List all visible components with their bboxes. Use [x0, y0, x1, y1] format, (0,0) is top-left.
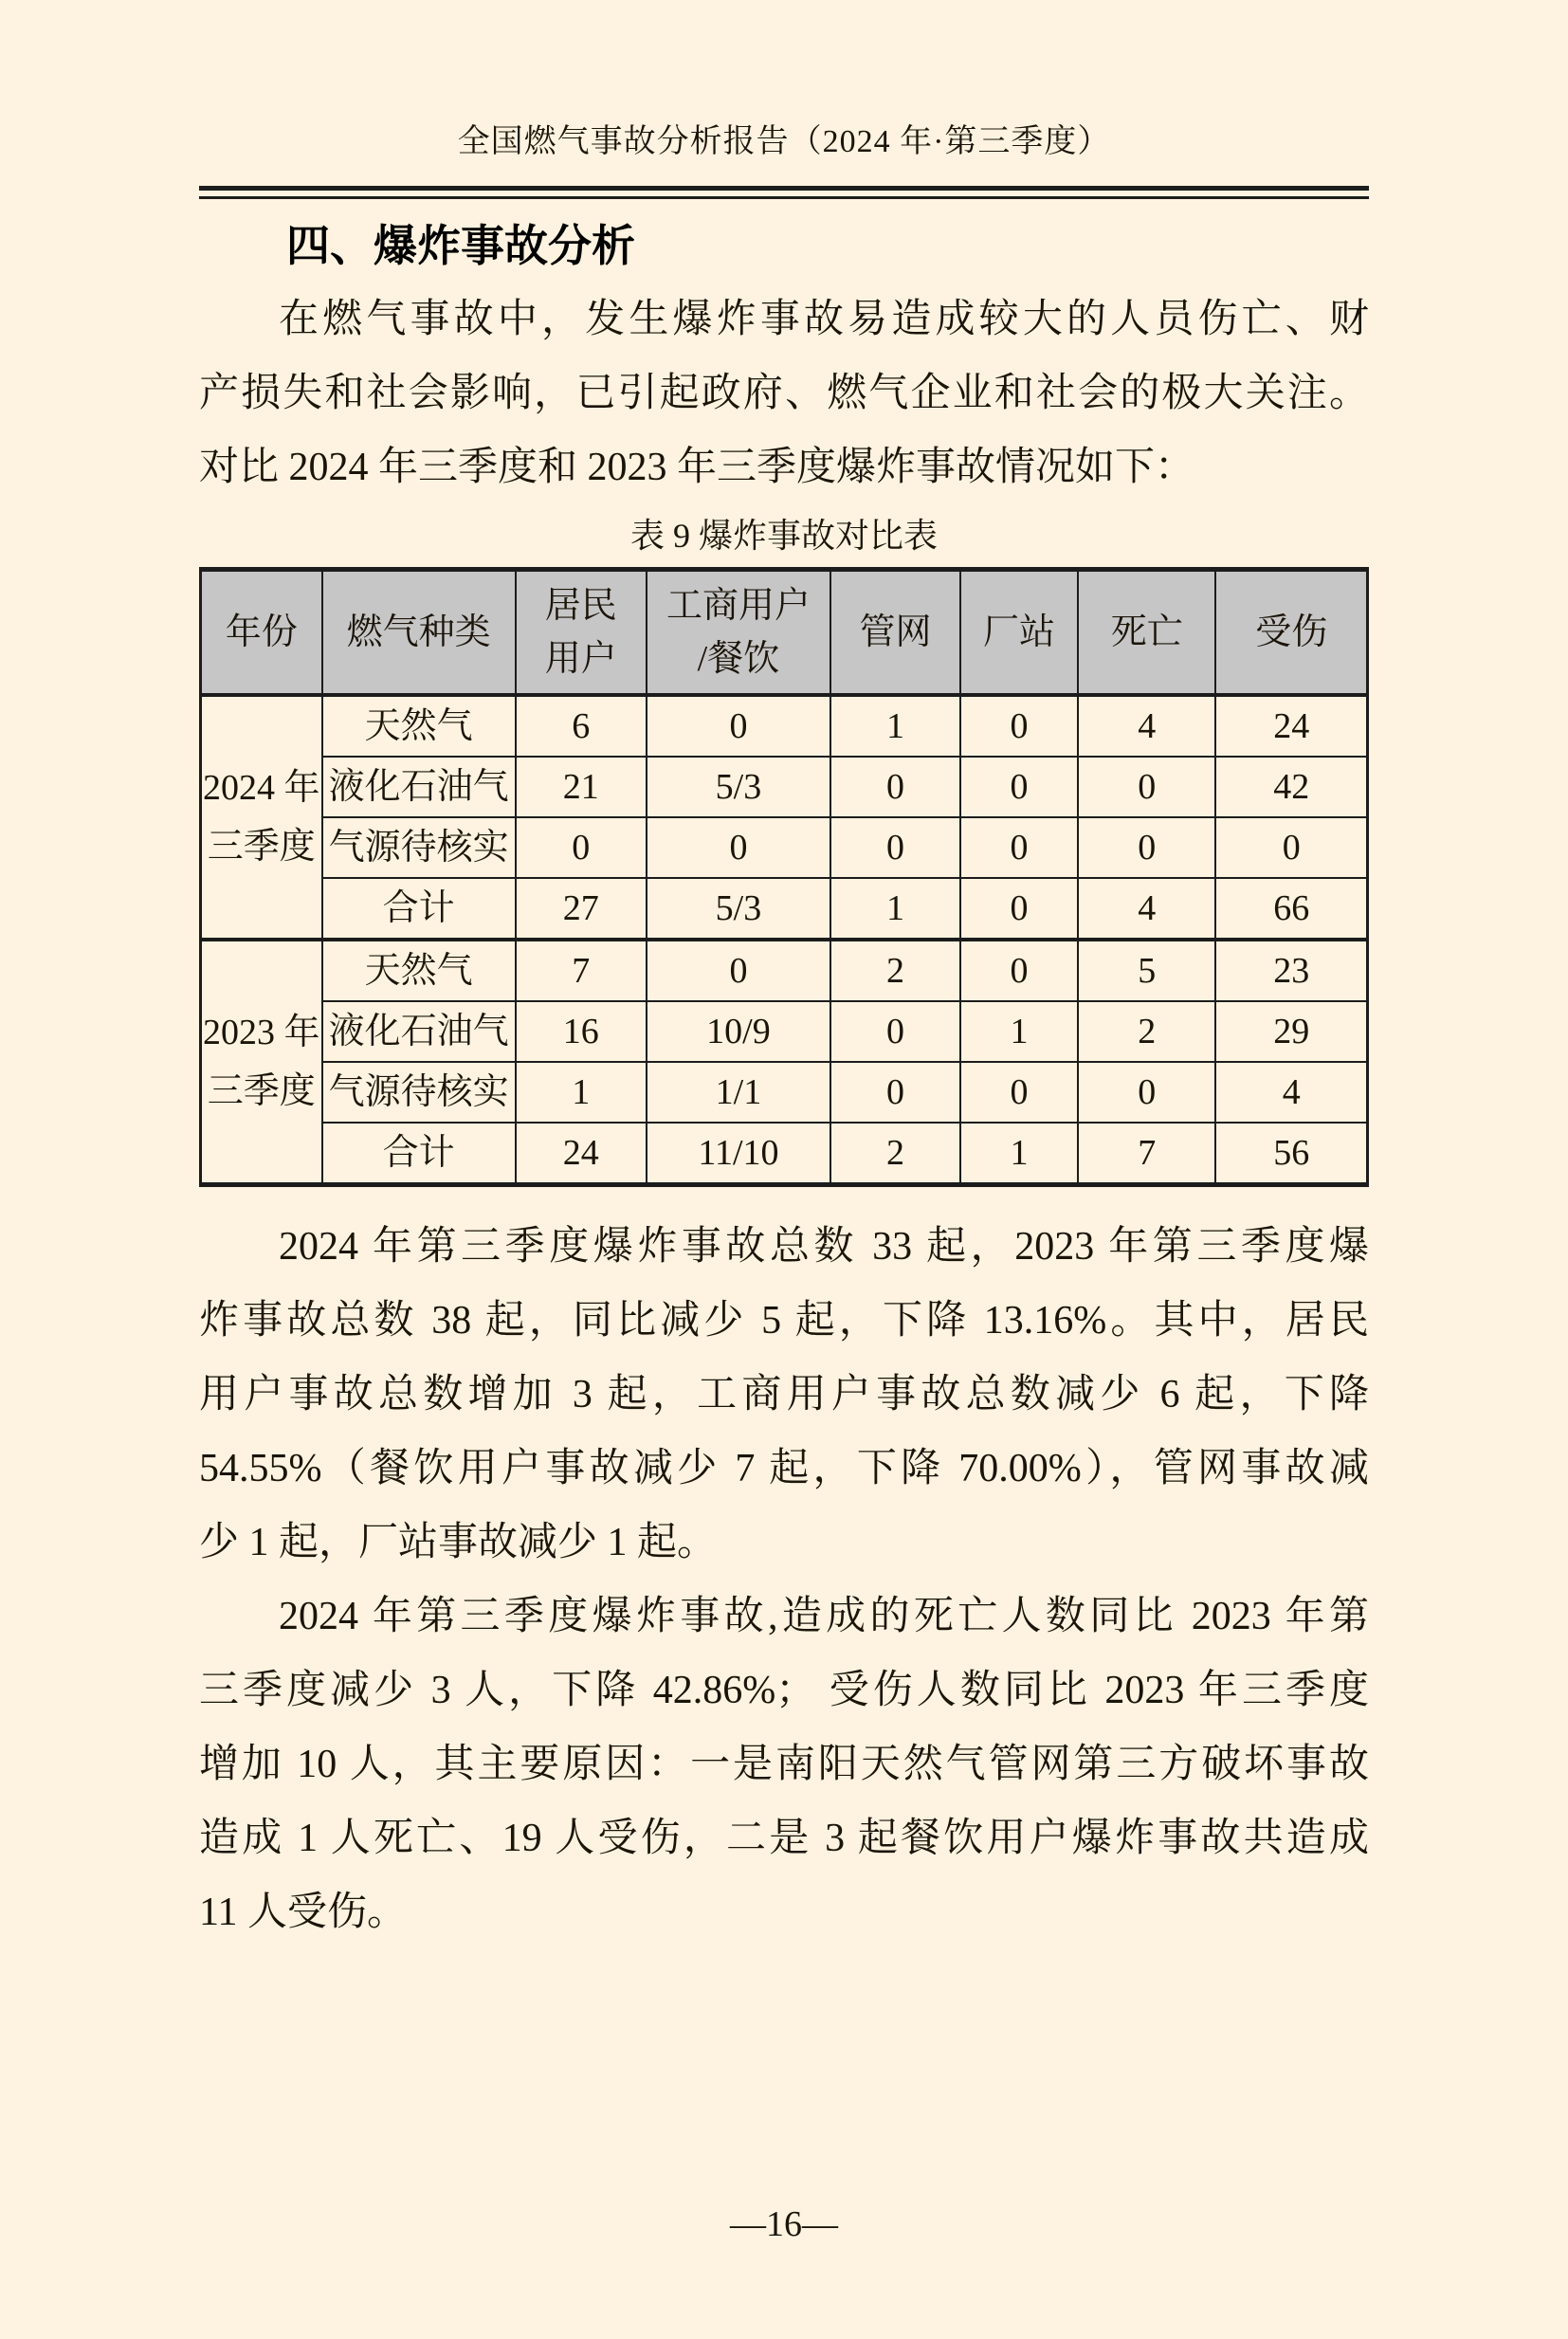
- gas-type-cell: 液化石油气: [322, 757, 516, 817]
- value-cell: 0: [960, 817, 1078, 878]
- value-cell: 1/1: [647, 1062, 830, 1123]
- paragraph-line: 对比 2024 年三季度和 2023 年三季度爆炸事故情况如下：: [199, 446, 1195, 489]
- value-cell: 0: [960, 757, 1078, 817]
- table-header-row: [201, 570, 1368, 696]
- column-header-line: 工商用户: [665, 586, 811, 626]
- header-divider: [199, 186, 1369, 199]
- column-header-line: /餐饮: [697, 639, 780, 679]
- paragraph-line: 造成 1 人死亡、19 人受伤，二是 3 起餐饮用户爆炸事故共造成: [199, 1817, 1369, 1860]
- year-line: 三季度: [207, 827, 316, 867]
- value-cell: 0: [830, 757, 960, 817]
- gas-type-cell: 液化石油气: [322, 1001, 516, 1062]
- column-header-plant: 厂站: [960, 570, 1078, 696]
- value-cell: 1: [960, 1123, 1078, 1185]
- column-header-commercial: [647, 570, 830, 696]
- page-header-title: 全国燃气事故分析报告（2024 年·第三季度）: [457, 124, 1111, 159]
- value-cell: 5/3: [647, 757, 830, 817]
- year-cell-2024: [201, 695, 322, 940]
- value-cell: 0: [960, 695, 1078, 757]
- value-cell: 21: [516, 757, 647, 817]
- table-row: [201, 1062, 1368, 1123]
- paragraph-line: 54.55%（餐饮用户事故减少 7 起，下降 70.00%），管网事故减: [199, 1447, 1369, 1490]
- gas-type-cell: 气源待核实: [322, 1062, 516, 1123]
- value-cell: 42: [1215, 757, 1367, 817]
- table-caption: 表 9 爆炸事故对比表: [629, 517, 938, 555]
- gas-type-cell: 合计: [322, 878, 516, 940]
- paragraph-intro: [199, 283, 1369, 504]
- value-cell: 0: [960, 1062, 1078, 1123]
- year-line: 2024 年: [203, 768, 320, 808]
- paragraph-line: 少 1 起，厂站事故减少 1 起。: [199, 1521, 718, 1564]
- paragraph-line: 2024 年第三季度爆炸事故,造成的死亡人数同比 2023 年第: [279, 1595, 1369, 1638]
- table-row-total: [201, 1123, 1368, 1185]
- paragraph-line: 在燃气事故中，发生爆炸事故易造成较大的人员伤亡、财: [279, 298, 1369, 341]
- value-cell: 0: [1078, 817, 1215, 878]
- paragraph-line: 增加 10 人，其主要原因：一是南阳天然气管网第三方破坏事故: [199, 1743, 1369, 1786]
- value-cell: 0: [647, 695, 830, 757]
- paragraph-line: 11 人受伤。: [199, 1891, 407, 1934]
- value-cell: 10/9: [647, 1001, 830, 1062]
- gas-type-cell: 合计: [322, 1123, 516, 1185]
- value-cell: 7: [516, 940, 647, 1001]
- value-cell: 0: [1078, 757, 1215, 817]
- value-cell: 5/3: [647, 878, 830, 940]
- value-cell: 0: [1215, 817, 1367, 878]
- column-header-deaths: 死亡: [1078, 570, 1215, 696]
- value-cell: 2: [830, 940, 960, 1001]
- column-header-line: 用户: [544, 639, 617, 679]
- explosion-comparison-table: [199, 567, 1369, 1187]
- paragraph-casualties: [199, 1580, 1369, 1949]
- value-cell: 2: [830, 1123, 960, 1185]
- table-row: [201, 940, 1368, 1001]
- value-cell: 0: [960, 878, 1078, 940]
- column-header-pipeline: 管网: [830, 570, 960, 696]
- value-cell: 0: [960, 940, 1078, 1001]
- gas-type-cell: 天然气: [322, 695, 516, 757]
- value-cell: 4: [1078, 878, 1215, 940]
- page-number: —16—: [730, 2204, 838, 2244]
- value-cell: 0: [830, 1001, 960, 1062]
- value-cell: 4: [1078, 695, 1215, 757]
- value-cell: 0: [830, 1062, 960, 1123]
- value-cell: 16: [516, 1001, 647, 1062]
- gas-type-cell: 气源待核实: [322, 817, 516, 878]
- value-cell: 0: [647, 817, 830, 878]
- value-cell: 1: [830, 695, 960, 757]
- value-cell: 7: [1078, 1123, 1215, 1185]
- document-page: [0, 121, 1568, 2339]
- value-cell: 27: [516, 878, 647, 940]
- year-line: 三季度: [207, 1071, 316, 1111]
- table-row: [201, 817, 1368, 878]
- value-cell: 29: [1215, 1001, 1367, 1062]
- table-row: [201, 1001, 1368, 1062]
- value-cell: 23: [1215, 940, 1367, 1001]
- section-heading: 四、爆炸事故分析: [286, 221, 635, 270]
- column-header-injuries: 受伤: [1215, 570, 1367, 696]
- value-cell: 4: [1215, 1062, 1367, 1123]
- paragraph-line: 炸事故总数 38 起，同比减少 5 起，下降 13.16%。其中，居民: [199, 1299, 1369, 1343]
- table-row: [201, 695, 1368, 757]
- value-cell: 1: [830, 878, 960, 940]
- value-cell: 2: [1078, 1001, 1215, 1062]
- paragraph-line: 用户事故总数增加 3 起，工商用户事故总数减少 6 起，下降: [199, 1373, 1369, 1416]
- value-cell: 5: [1078, 940, 1215, 1001]
- column-header-gas-type: 燃气种类: [322, 570, 516, 696]
- value-cell: 24: [516, 1123, 647, 1185]
- column-header-residential: [516, 570, 647, 696]
- column-header-year: 年份: [201, 570, 322, 696]
- paragraph-line: 三季度减少 3 人，下降 42.86%； 受伤人数同比 2023 年三季度: [199, 1669, 1369, 1712]
- value-cell: 1: [960, 1001, 1078, 1062]
- value-cell: 0: [830, 817, 960, 878]
- page-content: [199, 216, 1369, 1949]
- value-cell: 24: [1215, 695, 1367, 757]
- paragraph-totals: [199, 1210, 1369, 1580]
- column-header-line: 居民: [544, 586, 617, 626]
- gas-type-cell: 天然气: [322, 940, 516, 1001]
- table-row: [201, 757, 1368, 817]
- value-cell: 0: [516, 817, 647, 878]
- year-cell-2023: [201, 940, 322, 1185]
- value-cell: 0: [647, 940, 830, 1001]
- paragraph-line: 产损失和社会影响，已引起政府、燃气企业和社会的极大关注。: [199, 372, 1369, 415]
- value-cell: 11/10: [647, 1123, 830, 1185]
- value-cell: 1: [516, 1062, 647, 1123]
- value-cell: 56: [1215, 1123, 1367, 1185]
- year-line: 2023 年: [203, 1013, 320, 1052]
- value-cell: 0: [1078, 1062, 1215, 1123]
- value-cell: 6: [516, 695, 647, 757]
- paragraph-line: 2024 年第三季度爆炸事故总数 33 起，2023 年第三季度爆: [279, 1225, 1369, 1269]
- value-cell: 66: [1215, 878, 1367, 940]
- table-row-total: [201, 878, 1368, 940]
